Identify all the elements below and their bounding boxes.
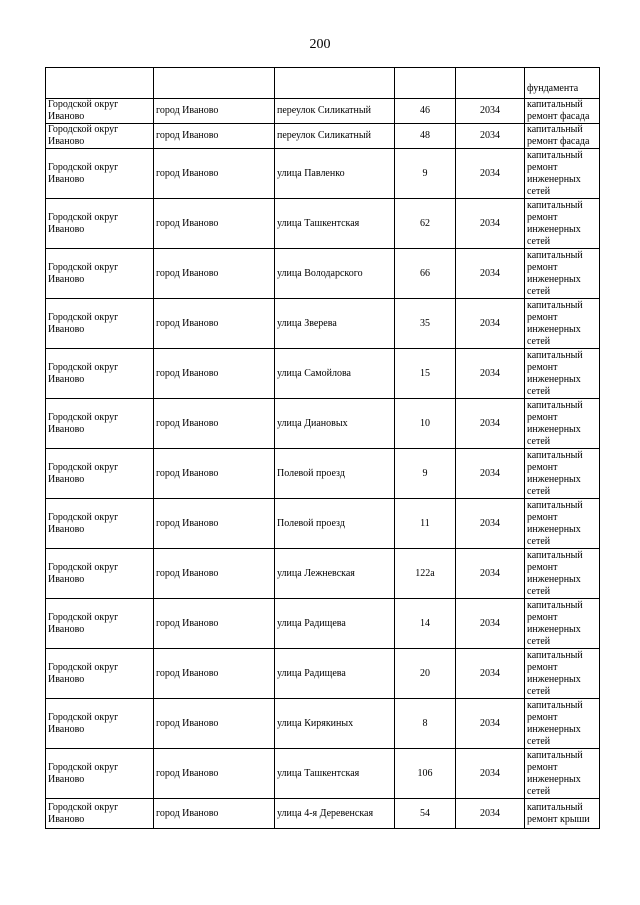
cell-city: город Иваново: [154, 124, 275, 149]
cell-work: капитальный ремонт инженерных сетей: [525, 199, 600, 249]
cell-house: 106: [395, 749, 456, 799]
cell-year: 2034: [456, 699, 525, 749]
cell-year: [456, 68, 525, 99]
cell-city: город Иваново: [154, 449, 275, 499]
cell-year: 2034: [456, 299, 525, 349]
cell-street: улица Ташкентская: [275, 749, 395, 799]
repair-schedule-table: [45, 67, 600, 829]
cell-street: улица Зверева: [275, 299, 395, 349]
cell-house: 15: [395, 349, 456, 399]
cell-house: [395, 68, 456, 99]
cell-work: капитальный ремонт инженерных сетей: [525, 349, 600, 399]
table-row: [46, 349, 600, 399]
page-number: 200: [309, 37, 331, 52]
cell-city: [154, 68, 275, 99]
cell-year: 2034: [456, 449, 525, 499]
cell-house: 62: [395, 199, 456, 249]
cell-street: Полевой проезд: [275, 449, 395, 499]
cell-year: 2034: [456, 399, 525, 449]
table-row: [46, 499, 600, 549]
cell-work: капитальный ремонт инженерных сетей: [525, 299, 600, 349]
cell-year: 2034: [456, 349, 525, 399]
cell-street: переулок Силикатный: [275, 124, 395, 149]
cell-year: 2034: [456, 549, 525, 599]
cell-district: Городской округ Иваново: [46, 599, 154, 649]
cell-street: улица Самойлова: [275, 349, 395, 399]
cell-city: город Иваново: [154, 199, 275, 249]
cell-work: капитальный ремонт инженерных сетей: [525, 599, 600, 649]
cell-house: 122а: [395, 549, 456, 599]
cell-city: город Иваново: [154, 349, 275, 399]
cell-city: город Иваново: [154, 399, 275, 449]
table-row: [46, 599, 600, 649]
cell-house: 9: [395, 149, 456, 199]
continuation-row: [46, 68, 600, 99]
cell-city: город Иваново: [154, 99, 275, 124]
cell-house: 66: [395, 249, 456, 299]
cell-district: Городской округ Иваново: [46, 799, 154, 829]
cell-work: капитальный ремонт инженерных сетей: [525, 549, 600, 599]
cell-year: 2034: [456, 99, 525, 124]
cell-district: Городской округ Иваново: [46, 124, 154, 149]
table-row: [46, 199, 600, 249]
table-row: [46, 249, 600, 299]
cell-work: капитальный ремонт фасада: [525, 124, 600, 149]
cell-house: 54: [395, 799, 456, 829]
cell-city: город Иваново: [154, 149, 275, 199]
table-row: [46, 549, 600, 599]
cell-city: город Иваново: [154, 249, 275, 299]
cell-house: 14: [395, 599, 456, 649]
cell-district: Городской округ Иваново: [46, 199, 154, 249]
cell-city: город Иваново: [154, 749, 275, 799]
cell-street: улица Диановых: [275, 399, 395, 449]
cell-work: капитальный ремонт инженерных сетей: [525, 149, 600, 199]
cell-district: Городской округ Иваново: [46, 699, 154, 749]
table-row: [46, 399, 600, 449]
cell-street: улица Радищева: [275, 599, 395, 649]
cell-street: улица Володарского: [275, 249, 395, 299]
table-row: [46, 649, 600, 699]
cell-street: улица Радищева: [275, 649, 395, 699]
cell-work: капитальный ремонт инженерных сетей: [525, 749, 600, 799]
cell-house: 11: [395, 499, 456, 549]
cell-work: капитальный ремонт инженерных сетей: [525, 499, 600, 549]
cell-work: капитальный ремонт инженерных сетей: [525, 249, 600, 299]
cell-year: 2034: [456, 199, 525, 249]
cell-house: 9: [395, 449, 456, 499]
cell-year: 2034: [456, 649, 525, 699]
cell-district: Городской округ Иваново: [46, 549, 154, 599]
cell-district: [46, 68, 154, 99]
cell-house: 10: [395, 399, 456, 449]
table-row: [46, 799, 600, 829]
cell-work: капитальный ремонт инженерных сетей: [525, 649, 600, 699]
cell-city: город Иваново: [154, 499, 275, 549]
cell-street: [275, 68, 395, 99]
cell-city: город Иваново: [154, 549, 275, 599]
cell-year: 2034: [456, 599, 525, 649]
cell-work: капитальный ремонт инженерных сетей: [525, 399, 600, 449]
cell-street: улица 4-я Деревенская: [275, 799, 395, 829]
cell-work: капитальный ремонт крыши: [525, 799, 600, 829]
cell-district: Городской округ Иваново: [46, 499, 154, 549]
cell-district: Городской округ Иваново: [46, 749, 154, 799]
cell-city: город Иваново: [154, 299, 275, 349]
cell-work: капитальный ремонт инженерных сетей: [525, 449, 600, 499]
table-row: [46, 749, 600, 799]
cell-street: улица Павленко: [275, 149, 395, 199]
cell-street: переулок Силикатный: [275, 99, 395, 124]
cell-house: 48: [395, 124, 456, 149]
table-row: [46, 299, 600, 349]
cell-house: 35: [395, 299, 456, 349]
table-row: [46, 99, 600, 124]
table-row: [46, 699, 600, 749]
cell-district: Городской округ Иваново: [46, 449, 154, 499]
cell-house: 8: [395, 699, 456, 749]
cell-year: 2034: [456, 499, 525, 549]
cell-district: Городской округ Иваново: [46, 99, 154, 124]
cell-street: улица Ташкентская: [275, 199, 395, 249]
cell-work: капитальный ремонт фасада: [525, 99, 600, 124]
cell-district: Городской округ Иваново: [46, 399, 154, 449]
cell-street: улица Лежневская: [275, 549, 395, 599]
cell-year: 2034: [456, 149, 525, 199]
cell-district: Городской округ Иваново: [46, 649, 154, 699]
cell-city: город Иваново: [154, 699, 275, 749]
cell-street: Полевой проезд: [275, 499, 395, 549]
cell-year: 2034: [456, 749, 525, 799]
table-row: [46, 149, 600, 199]
cell-work: капитальный ремонт инженерных сетей: [525, 699, 600, 749]
table-row: [46, 124, 600, 149]
cell-work: фундамента: [525, 68, 600, 99]
table-row: [46, 449, 600, 499]
cell-district: Городской округ Иваново: [46, 149, 154, 199]
cell-district: Городской округ Иваново: [46, 299, 154, 349]
cell-city: город Иваново: [154, 799, 275, 829]
cell-district: Городской округ Иваново: [46, 349, 154, 399]
cell-house: 46: [395, 99, 456, 124]
cell-city: город Иваново: [154, 649, 275, 699]
cell-year: 2034: [456, 249, 525, 299]
cell-street: улица Кирякиных: [275, 699, 395, 749]
cell-year: 2034: [456, 799, 525, 829]
cell-city: город Иваново: [154, 599, 275, 649]
cell-district: Городской округ Иваново: [46, 249, 154, 299]
cell-year: 2034: [456, 124, 525, 149]
cell-house: 20: [395, 649, 456, 699]
